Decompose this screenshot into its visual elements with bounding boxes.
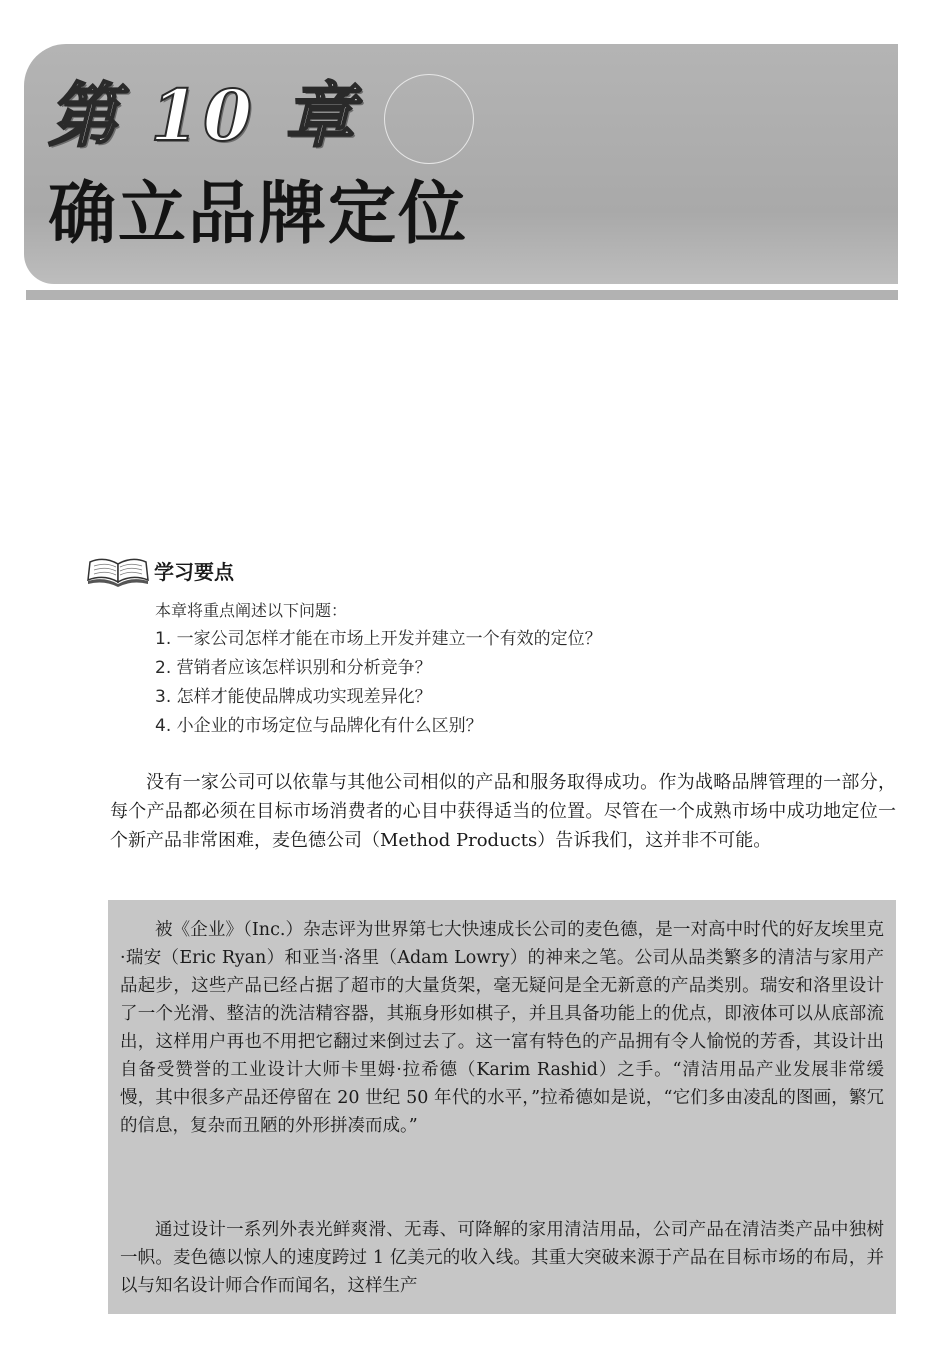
learning-point-item: 3. 怎样才能使品牌成功实现差异化？ — [155, 687, 432, 707]
learning-point-item: 2. 营销者应该怎样识别和分析竞争？ — [155, 658, 432, 678]
decorative-circle — [384, 74, 474, 164]
case-study-paragraph: 通过设计一系列外表光鲜爽滑、无毒、可降解的家用清洁用品，公司产品在清洁类产品中独树一帜。麦色德以惊人的速度跨过 1 亿美元的收入线。其重大突破来源于产品在目标市场的布局，并以与知名设计师合作而闻名，这样生产 — [120, 1220, 884, 1296]
case-study-paragraph: 被《企业》（Inc.）杂志评为世界第七大快速成长公司的麦色德，是一对高中时代的好友埃里克·瑞安（Eric Ryan）和亚当·洛里（Adam Lowry）的神来之笔。公司从品类繁多的清洁与家用产品起步，这些产品已经占据了超市的大量货架，毫无疑问是全无新意的产品类别。瑞安和洛里设计了一个光滑、整洁的洗洁精容器，其瓶身形如棋子，并且具备功能上的优点，即液体可以从底部流出，这样用户再也不用把它翻过来倒过去了。这一富有特色的产品拥有令人愉悦的芳香，其设计出自备受赞誉的工业设计大师卡里姆·拉希德（Karim Rashid）之手。“清洁用品产业发展非常缓慢，其中很多产品还停留在 20 世纪 50 年代的水平，”拉希德如是说，“它们多由凌乱的图画，繁冗的信息，复杂而丑陋的外形拼凑而成。” — [120, 920, 884, 1136]
header-divider — [26, 290, 898, 300]
learning-point-item: 4. 小企业的市场定位与品牌化有什么区别？ — [155, 716, 483, 736]
learning-points-title: 学习要点 — [154, 560, 234, 584]
learning-points-intro: 本章将重点阐述以下问题： — [155, 601, 348, 620]
intro-paragraph: 没有一家公司可以依靠与其他公司相似的产品和服务取得成功。作为战略品牌管理的一部分，每个产品都必须在目标市场消费者的心目中获得适当的位置。尽管在一个成熟市场中成功地定位一个新产品非常困难，麦色德公司（Method Products）告诉我们，这并非不可能。 — [110, 772, 896, 851]
chapter-title: 确立品牌定位 — [48, 175, 469, 254]
open-book-icon — [86, 554, 150, 588]
chapter-number: 第 10 章 — [48, 74, 359, 157]
learning-point-item: 1. 一家公司怎样才能在市场上开发并建立一个有效的定位？ — [155, 629, 602, 649]
